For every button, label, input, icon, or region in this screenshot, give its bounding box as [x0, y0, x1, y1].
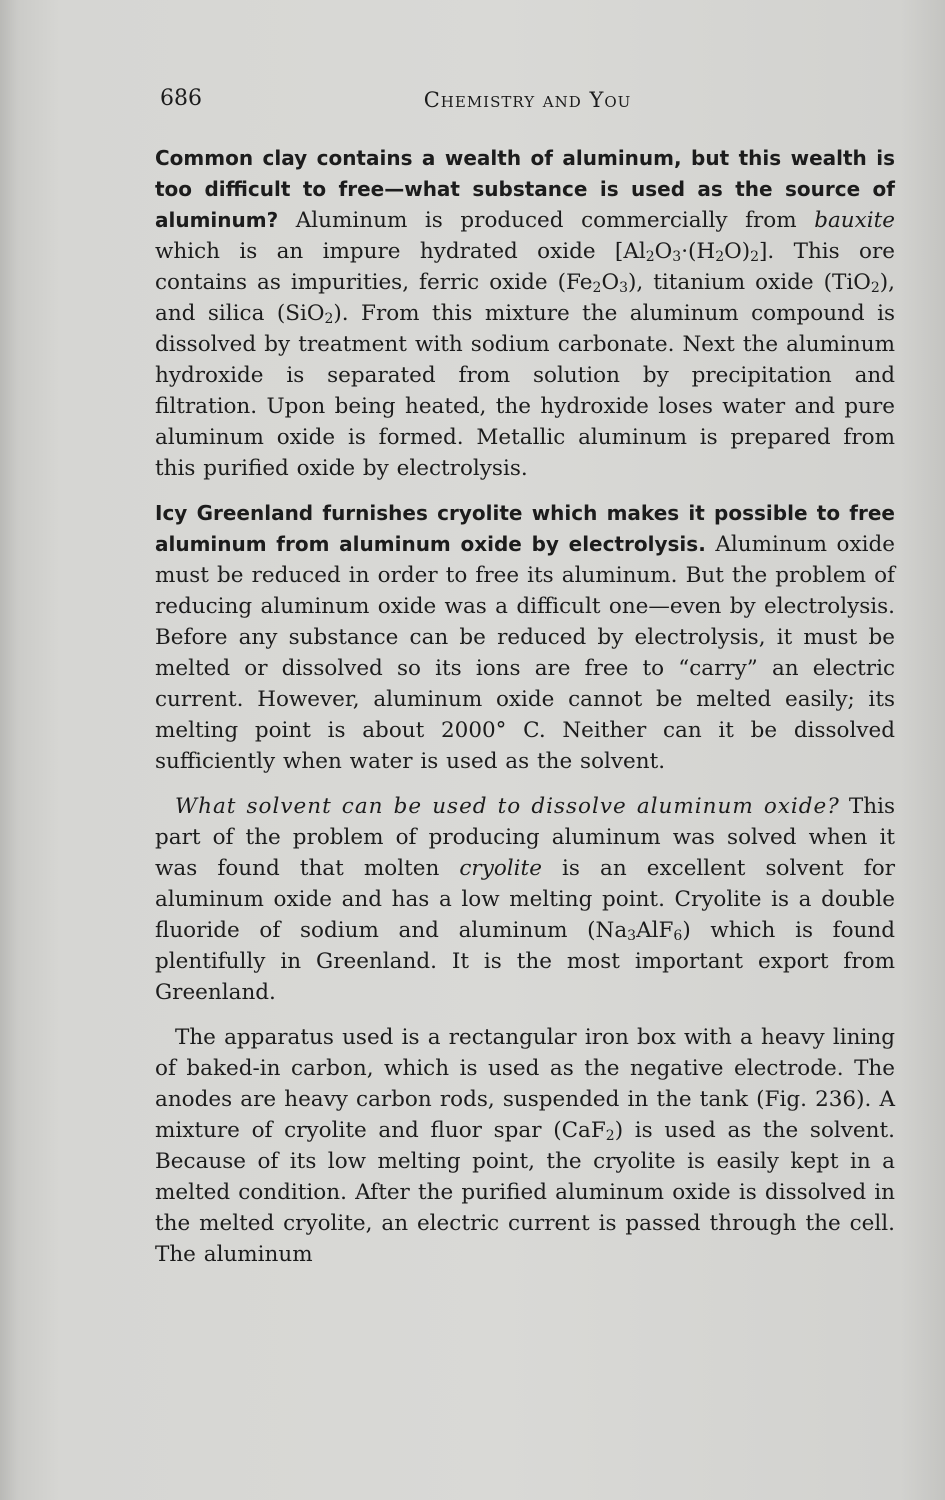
paragraph-cryolite-greenland: Icy Greenland furnishes cryolite which makes it possible to free aluminum from aluminum oxide by electrolysis. Aluminum oxide must be reduced in order to free its aluminum. But the problem of reducing aluminum oxide was a difficult one—even by electrolysis. Before any substance can be reduced by electrolysis, it must be melted or dissolved so its ions are free to “carry” an electric current. However, aluminum oxide cannot be melted easily; its melting point is about 2000° C. Neither can it be dissolved sufficiently when water is used as the solvent.	[155, 501, 895, 774]
paragraph-solvent: What solvent can be used to dissolve aluminum oxide? This part of the problem of producing aluminum was solved when it was found that molten cryolite is an excellent solvent for aluminum oxide and has a low melting point. Cryolite is a double fluoride of sodium and aluminum $(Na_3AlF_6)$ which is found plentifully in Greenland. It is the most important export from Greenland.	[155, 794, 895, 1005]
running-head: Chemistry and You	[423, 88, 632, 112]
term-bauxite: bauxite	[814, 208, 895, 233]
paragraph-lead: Icy Greenland furnishes cryolite which makes it possible to free aluminum from aluminum oxide by electrolysis.	[155, 501, 895, 556]
page-body	[155, 143, 895, 1284]
paragraph-lead: What solvent can be used to dissolve aluminum oxide?	[175, 794, 840, 819]
paragraph-lead: Common clay contains a wealth of aluminum, but this wealth is too difficult to free—what substance is used as the source of aluminum?	[155, 146, 895, 232]
page-number: 686	[160, 86, 202, 111]
term-cryolite: cryolite	[459, 856, 542, 881]
page-header	[160, 86, 895, 122]
paragraph-apparatus: The apparatus used is a rectangular iron box with a heavy lining of baked-in carbon, which is used as the negative electrode. The anodes are heavy carbon rods, suspended in the tank (Fig. 236). A mixture of cryolite and fluor spar (CaF$_2$) is used as the solvent. Because of its low melting point, the cryolite is easily kept in a melted condition. After the purified aluminum oxide is dissolved in the melted cryolite, an electric current is passed through the cell. The aluminum	[155, 1025, 895, 1267]
paragraph-bauxite: Common clay contains a wealth of aluminum, but this wealth is too difficult to free—what substance is used as the source of aluminum? Aluminum is produced commercially from bauxite which is an impure hydrated oxide $[Al_2O_3\cdot(H_2O)_2]$. This ore contains as impurities, ferric oxide $(Fe_2O_3)$, titanium oxide (TiO$_2$), and silica (SiO$_2$). From this mixture the aluminum compound is dissolved by treatment with sodium carbonate. Next the aluminum hydroxide is separated from solution by precipitation and filtration. Upon being heated, the hydroxide loses water and pure aluminum oxide is formed. Metallic aluminum is prepared from this purified oxide by electrolysis.	[155, 146, 895, 481]
